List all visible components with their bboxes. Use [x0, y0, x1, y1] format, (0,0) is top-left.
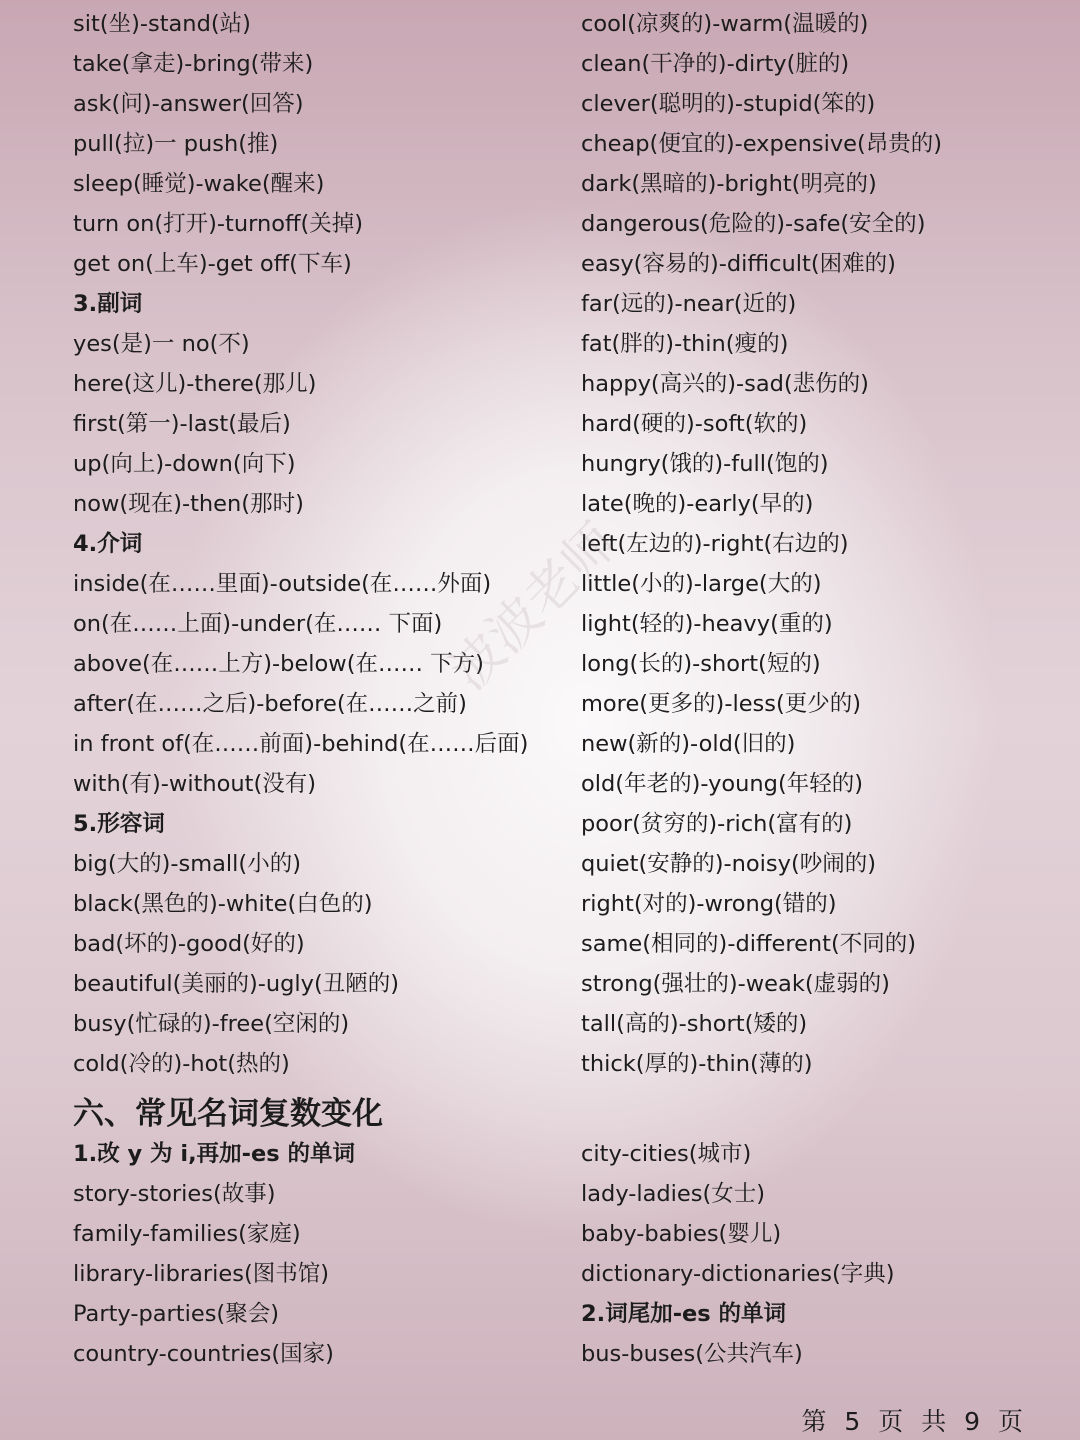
vocab-item: after(在……之后)-before(在……之前): [73, 691, 467, 717]
vocab-item: dictionary-dictionaries(字典): [581, 1261, 895, 1287]
vocab-item: here(这儿)-there(那儿): [73, 371, 317, 397]
vocab-item: clean(干净的)-dirty(脏的): [581, 51, 850, 77]
vocab-item: big(大的)-small(小的): [73, 851, 301, 877]
vocab-item: easy(容易的)-difficult(困难的): [581, 251, 896, 277]
vocab-item: same(相同的)-different(不同的): [581, 931, 917, 957]
vocab-item: pull(拉)一 push(推): [73, 131, 279, 157]
vocab-item: light(轻的)-heavy(重的): [581, 611, 833, 637]
vocab-item: left(左边的)-right(右边的): [581, 531, 849, 557]
vocab-item: happy(高兴的)-sad(悲伤的): [581, 371, 869, 397]
vocab-item: turn on(打开)-turnoff(关掉): [73, 211, 364, 237]
vocab-item: right(对的)-wrong(错的): [581, 891, 837, 917]
vocab-item: now(现在)-then(那时): [73, 491, 304, 517]
vocab-item: with(有)-without(没有): [73, 771, 317, 797]
vocab-item: little(小的)-large(大的): [581, 571, 822, 597]
section-heading: 1.改 y 为 i,再加-es 的单词: [73, 1141, 355, 1167]
vocab-item: story-stories(故事): [73, 1181, 276, 1207]
vocab-item: far(远的)-near(近的): [581, 291, 797, 317]
vocab-item: bus-buses(公共汽车): [581, 1341, 803, 1367]
vocab-item: strong(强壮的)-weak(虚弱的): [581, 971, 890, 997]
page-number: 第 5 页 共 9 页: [801, 1407, 1028, 1436]
vocab-item: sit(坐)-stand(站): [73, 11, 251, 37]
vocab-item: cheap(便宜的)-expensive(昂贵的): [581, 131, 943, 157]
vocab-item: bad(坏的)-good(好的): [73, 931, 305, 957]
vocab-item: dark(黑暗的)-bright(明亮的): [581, 171, 877, 197]
vocab-item: new(新的)-old(旧的): [581, 731, 796, 757]
vocab-item: fat(胖的)-thin(瘦的): [581, 331, 789, 357]
vocab-item: library-libraries(图书馆): [73, 1261, 330, 1287]
vocab-item: sleep(睡觉)-wake(醒来): [73, 171, 325, 197]
vocab-item: old(年老的)-young(年轻的): [581, 771, 864, 797]
right-column: [581, 4, 1061, 1374]
vocab-item: black(黑色的)-white(白色的): [73, 891, 373, 917]
vocab-item: Party-parties(聚会): [73, 1301, 279, 1327]
vocab-item: quiet(安静的)-noisy(吵闹的): [581, 851, 877, 877]
section-heading: 5.形容词: [73, 811, 165, 837]
vocab-item: family-families(家庭): [73, 1221, 301, 1247]
section-heading: 3.副词: [73, 291, 143, 317]
vocab-item: country-countries(国家): [73, 1341, 334, 1367]
vocab-item: lady-ladies(女士): [581, 1181, 766, 1207]
vocab-item: yes(是)一 no(不): [73, 331, 250, 357]
vocab-item: dangerous(危险的)-safe(安全的): [581, 211, 926, 237]
vocab-item: hungry(饿的)-full(饱的): [581, 451, 829, 477]
vocab-item: tall(高的)-short(矮的): [581, 1011, 808, 1037]
watermark: 波波老师: [439, 512, 629, 702]
vocab-item: beautiful(美丽的)-ugly(丑陋的): [73, 971, 400, 997]
spacer: [581, 1084, 1061, 1134]
section-heading: 2.词尾加-es 的单词: [581, 1301, 787, 1327]
vocab-item: busy(忙碌的)-free(空闲的): [73, 1011, 350, 1037]
vocab-item: first(第一)-last(最后): [73, 411, 291, 437]
vocab-item: thick(厚的)-thin(薄的): [581, 1051, 813, 1077]
vocab-item: baby-babies(婴儿): [581, 1221, 782, 1247]
vocab-item: cold(冷的)-hot(热的): [73, 1051, 290, 1077]
vocab-item: cool(凉爽的)-warm(温暖的): [581, 11, 869, 37]
vocab-item: up(向上)-down(向下): [73, 451, 296, 477]
vocab-item: get on(上车)-get off(下车): [73, 251, 352, 277]
section-heading: 4.介词: [73, 531, 143, 557]
vocab-item: late(晚的)-early(早的): [581, 491, 814, 517]
section-title: 六、常见名词复数变化: [73, 1096, 383, 1132]
vocab-item: take(拿走)-bring(带来): [73, 51, 314, 77]
vocab-item: inside(在……里面)-outside(在……外面): [73, 571, 492, 597]
vocab-item: on(在……上面)-under(在…… 下面): [73, 611, 443, 637]
vocab-item: long(长的)-short(短的): [581, 651, 821, 677]
vocab-item: city-cities(城市): [581, 1141, 752, 1167]
vocab-item: above(在……上方)-below(在…… 下方): [73, 651, 484, 677]
vocab-item: clever(聪明的)-stupid(笨的): [581, 91, 876, 117]
vocab-item: poor(贫穷的)-rich(富有的): [581, 811, 853, 837]
vocab-item: hard(硬的)-soft(软的): [581, 411, 808, 437]
vocab-item: in front of(在……前面)-behind(在……后面): [73, 731, 529, 757]
vocab-item: more(更多的)-less(更少的): [581, 691, 862, 717]
vocab-item: ask(问)-answer(回答): [73, 91, 304, 117]
